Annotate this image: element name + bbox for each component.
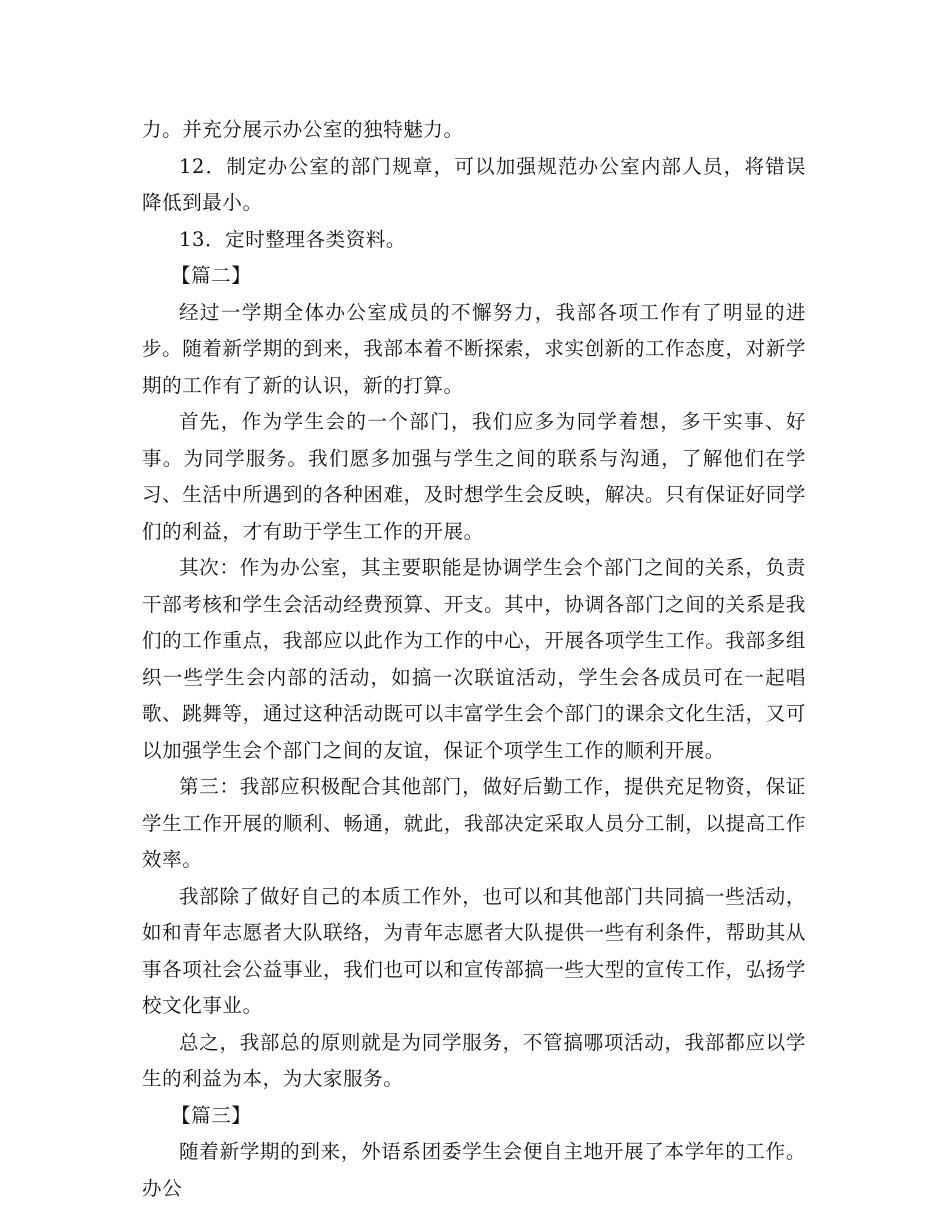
paragraph-summary: 总之，我部总的原则就是为同学服务，不管搞哪项活动，我部都应以学生的利益为本，为大家服务。 bbox=[142, 1030, 806, 1090]
paragraph-first: 首先，作为学生会的一个部门，我们应多为同学着想，多干实事、好事。为同学服务。我们愿多加强与学生之间的联系与沟通，了解他们在学习、生活中所遇到的各种困难，及时想学生会反映，解决。只有保证好同学们的利益，才有助于学生工作的开展。 bbox=[142, 410, 806, 543]
paragraph-third: 第三：我部应积极配合其他部门，做好后勤工作，提供充足物资，保证学生工作开展的顺利、畅通，就此，我部决定采取人员分工制，以提高工作效率。 bbox=[142, 775, 806, 871]
list-item-12: 12．制定办公室的部门规章，可以加强规范办公室内部人员，将错误降低到最小。 bbox=[142, 154, 806, 214]
paragraph-continuation: 力。并充分展示办公室的独特魅力。 bbox=[142, 118, 464, 141]
section-heading-part-two: 【篇二】 bbox=[171, 264, 252, 287]
list-item-13: 13．定时整理各类资料。 bbox=[179, 227, 407, 251]
paragraph-part-three-opening: 随着新学期的到来，外语系团委学生会便自主地开展了本学年的工作。办公 bbox=[142, 1140, 806, 1200]
paragraph-cooperation: 我部除了做好自己的本质工作外，也可以和其他部门共同搞一些活动，如和青年志愿者大队联络，为青年志愿者大队提供一些有利条件，帮助其从事各项社会公益事业，我们也可以和宣传部搞一些大型的宣传工作，弘扬学校文化事业。 bbox=[142, 884, 806, 1017]
document-body bbox=[142, 112, 806, 1207]
section-heading-part-three: 【篇三】 bbox=[171, 1103, 252, 1127]
paragraph-second: 其次：作为办公室，其主要职能是协调学生会个部门之间的关系，负责干部考核和学生会活动经费预算、开支。其中，协调各部门之间的关系是我们的工作重点，我部应以此作为工作的中心，开展各项学生工作。我部多组织一些学生会内部的活动，如搞一次联谊活动，学生会各成员可在一起唱歌、跳舞等，通过这种活动既可以丰富学生会个部门的课余文化生活，又可以加强学生会个部门之间的友谊，保证个项学生工作的顺利开展。 bbox=[142, 556, 806, 762]
paragraph-intro: 经过一学期全体办公室成员的不懈努力，我部各项工作有了明显的进步。随着新学期的到来，我部本着不断探索，求实创新的工作态度，对新学期的工作有了新的认识，新的打算。 bbox=[142, 300, 806, 397]
